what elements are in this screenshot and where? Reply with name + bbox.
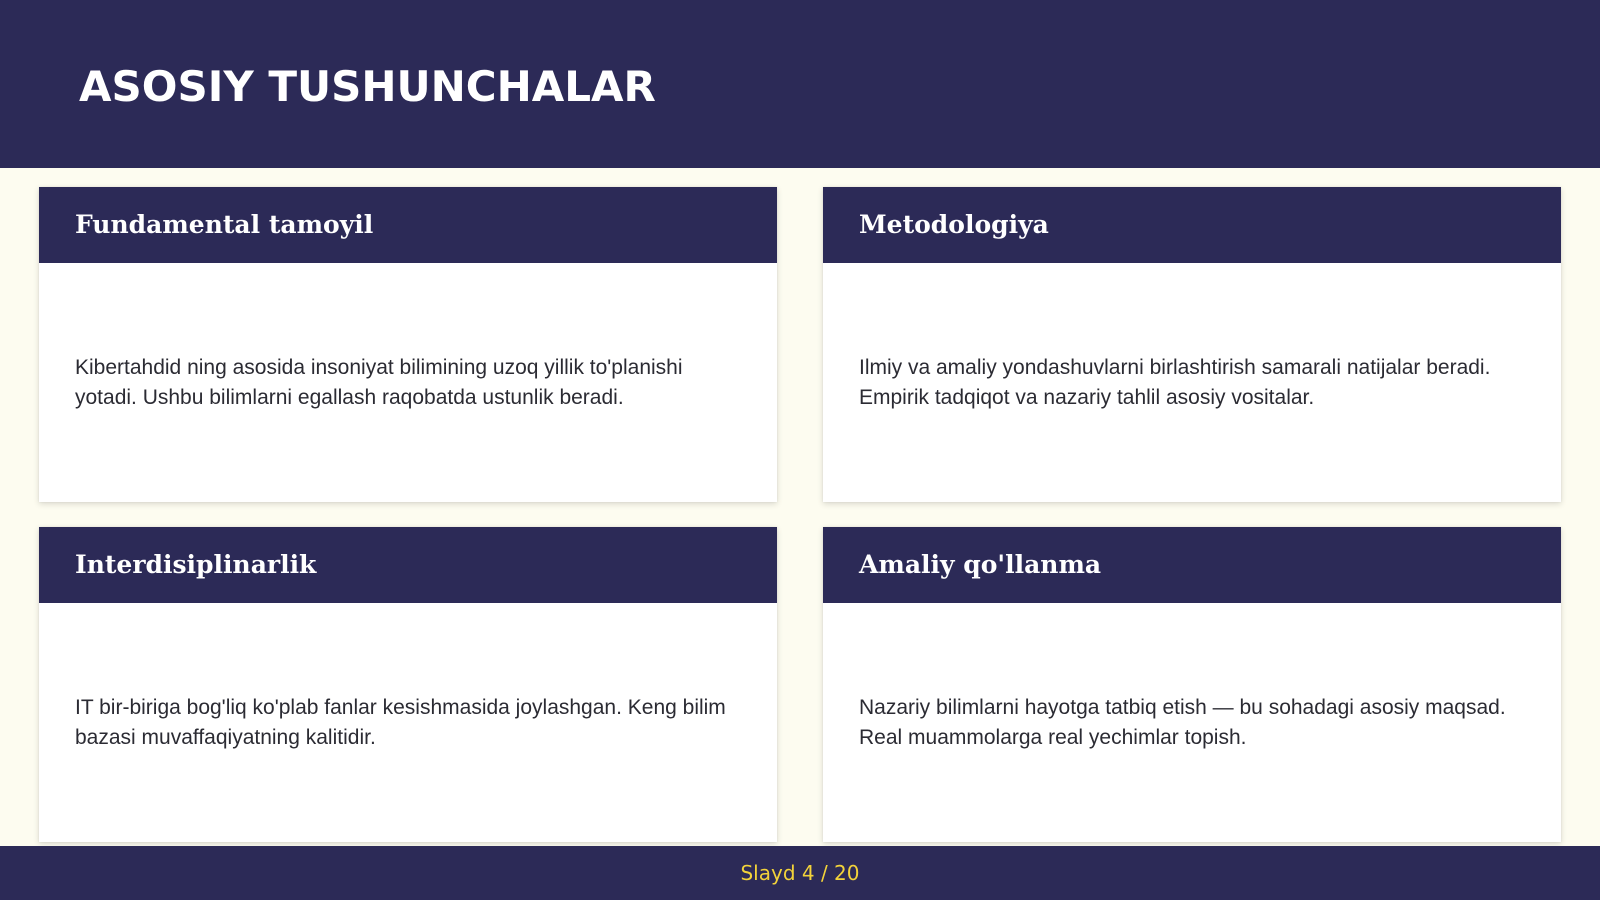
concept-card-metodologiya [823,187,1561,502]
card-header [39,527,777,603]
card-title: Interdisiplinarlik [75,550,317,579]
card-body [823,263,1561,502]
card-text: Nazariy bilimlarni hayotga tatbiq etish — bu sohadagi asosiy maqsad. Real muammolarga real yechimlar topish. [859,695,1506,749]
card-title: Metodologiya [859,210,1049,239]
concept-card-amaliy [823,527,1561,842]
slide-footer [0,846,1600,900]
card-header [39,187,777,263]
card-text: Kibertahdid ning asosida insoniyat bilimining uzoq yillik to'planishi yotadi. Ushbu bilimlarni egallash raqobatda ustunlik beradi. [75,355,683,409]
card-title: Fundamental tamoyil [75,210,374,239]
slide-header [0,0,1600,168]
card-header [823,527,1561,603]
card-body [823,603,1561,842]
slide-title: ASOSIY TUSHUNCHALAR [79,62,656,111]
card-text: Ilmiy va amaliy yondashuvlarni birlashtirish samarali natijalar beradi. Empirik tadqiqot va nazariy tahlil asosiy vositalar. [859,355,1491,409]
card-text: IT bir-biriga bog'liq ko'plab fanlar kesishmasida joylashgan. Keng bilim bazasi muvaffaqiyatning kalitidir. [75,695,726,749]
card-body [39,263,777,502]
concept-card-interdisiplinarlik [39,527,777,842]
card-header [823,187,1561,263]
card-body [39,603,777,842]
concept-card-fundamental [39,187,777,502]
slide-counter: Slayd 4 / 20 [740,861,860,885]
card-title: Amaliy qo'llanma [859,550,1102,579]
